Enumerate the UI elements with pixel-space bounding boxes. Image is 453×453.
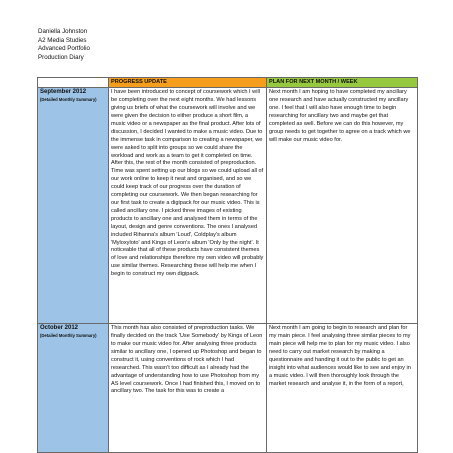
month-label: October 2012 bbox=[40, 325, 79, 332]
month-sublabel: (Detailed Monthly Summary) bbox=[40, 332, 97, 338]
plan-text: Next month I am hoping to have completed my ancillary one research and have actually constructed my ancillary one. I feel that I will also have enough time to begin researching for ancillary two and maybe get that completed as well. Before we can do this however, my group needs to get together to agree on a track which we will make our music video for. bbox=[269, 89, 411, 143]
month-sublabel: (Detailed Monthly Summary) bbox=[40, 96, 97, 102]
plan-cell bbox=[267, 324, 418, 453]
table-row bbox=[38, 88, 418, 324]
student-name: Daniella Johnston bbox=[38, 28, 88, 35]
header-blank-cell bbox=[38, 78, 109, 88]
document-title: Production Diary bbox=[38, 53, 84, 61]
document-header bbox=[38, 28, 90, 62]
course-name: A2 Media Studies bbox=[38, 36, 87, 44]
table-row bbox=[38, 324, 418, 453]
progress-text: I have been introduced to concept of coursework which I will be completing over the next eight months. We had lessons giving us briefs of what the coursework will involve and we were given the decision to either produce a short film, a music video or a newspaper as the final product. After lots of discussion, I decided I wanted to make a music video. Due to the immense task in comparison to creating a newspaper, we were asked to split into groups so we could share the workload and work as a team to get it completed on time. After this, the rest of the month consisted of preproduction. Time was spent setting up our blogs so we could upload all of our work online to keep it neat and organised, and so we could keep track of our progress over the duration of completing our coursework. We then began researching for our first task to create a digipack for our music video. This is called ancillary one. I picked three images of existing products to ancillary one and analysed them in terms of the layout, design and genre conventions. The ones I analysed included Rihanna's album 'Loud', Coldplay's album 'Myloxyloto' and Kings of Leon's album 'Only by the night'. It noticeable that all of these products have consistent themes of love and relationships therefore my own video will probably use similar themes. Researching these will help me when I begin to construct my own digipack. bbox=[111, 89, 264, 278]
month-label: September 2012 bbox=[40, 89, 87, 96]
progress-cell bbox=[109, 324, 267, 453]
header-progress-update: PROGRESS UPDATE bbox=[109, 78, 267, 88]
month-cell bbox=[38, 88, 109, 324]
production-diary-table bbox=[37, 77, 418, 453]
plan-cell bbox=[267, 88, 418, 324]
header-plan-next: PLAN FOR NEXT MONTH / WEEK bbox=[267, 78, 418, 88]
month-cell bbox=[38, 324, 109, 453]
table-header-row bbox=[38, 78, 418, 88]
plan-text: Next month I am going to begin to research and plan for my main piece. I feel analysing three similar pieces to my main piece will help me to plan for my music video. I also need to carry out market research by making a questionnaire and handing it out to the public to get an insight into what audiences would like to see and enjoy in a music video. I will then thoroughly look through the market research and analyse it, in the form of a report, bbox=[269, 325, 411, 387]
portfolio-name: Advanced Portfolio bbox=[38, 45, 90, 53]
progress-cell bbox=[109, 88, 267, 324]
progress-text: This month has also consisted of preproduction tasks. We finally decided on the track 'Use Somebody' by Kings of Leon to make our music video for. After analysing three products similar to ancillary one, I opened up Photoshop and began to construct it, using conventions of rock which I had researched. This wasn't too difficult as I already had the advantage of understanding how to use Photoshop from my AS level coursework. Once I had finished this, I moved on to ancillary two. The task for this was to create a bbox=[111, 325, 263, 395]
